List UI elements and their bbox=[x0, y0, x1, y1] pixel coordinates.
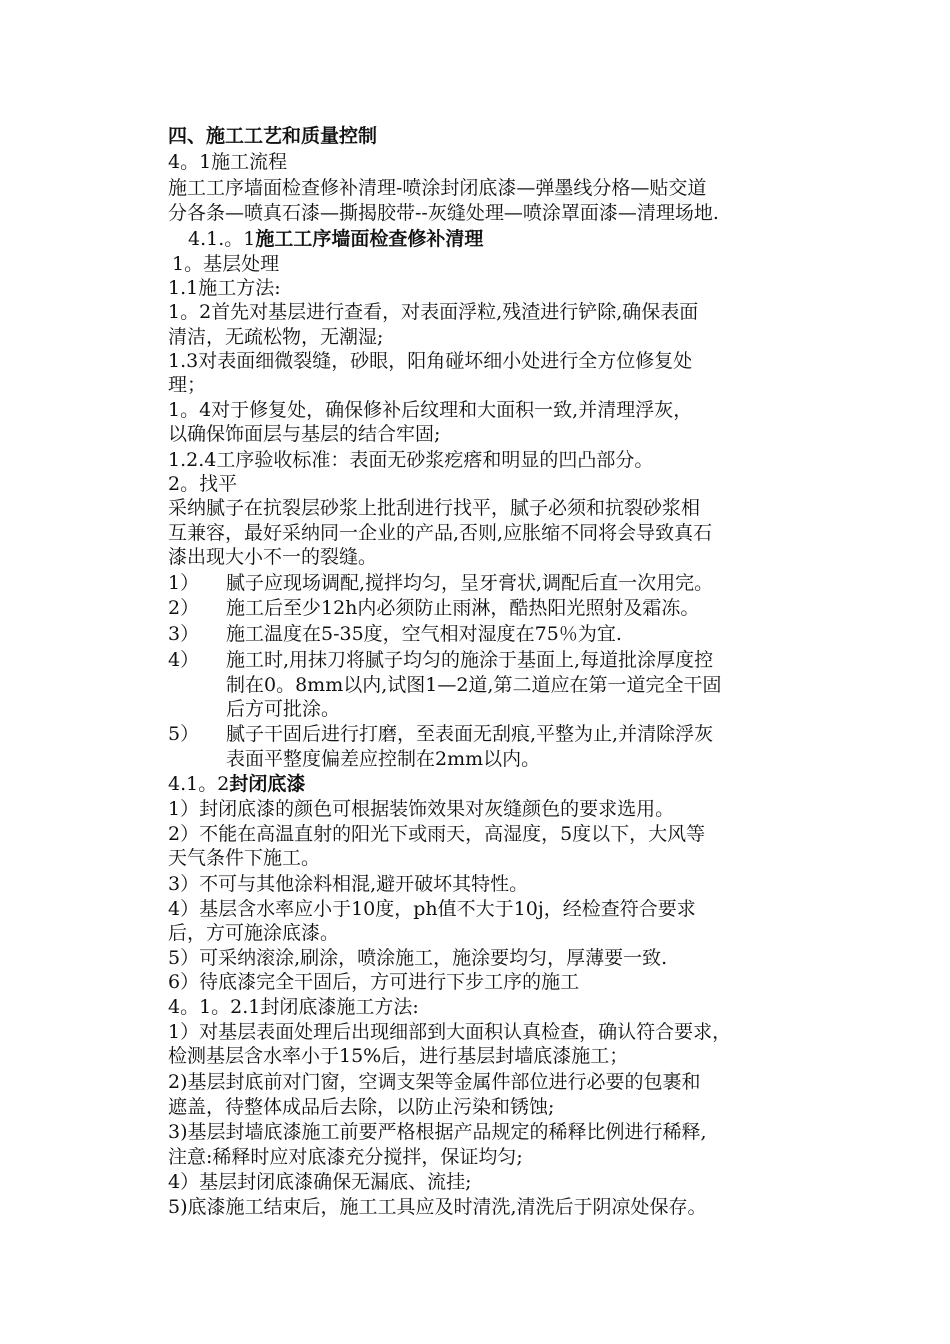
list-item: 后方可批涂。 bbox=[226, 698, 341, 720]
list-number: 4） bbox=[168, 649, 200, 671]
paragraph-line: 1.2.4工序验收标准：表面无砂浆疙瘩和明显的凹凸部分。 bbox=[168, 449, 654, 471]
paragraph-line: 2）不能在高温直射的阳光下或雨天，高湿度，5度以下，大风等 bbox=[168, 823, 706, 845]
paragraph-line: 以确保饰面层与基层的结合牢固; bbox=[168, 423, 441, 445]
paragraph-line: 1.3对表面细微裂缝，砂眼，阳角碰坏细小处进行全方位修复处 bbox=[168, 350, 693, 372]
list-item: 施工时,用抹刀将腻子均匀的施涂于基面上,每道批涂厚度控 bbox=[226, 649, 714, 671]
item-title: 2。找平 bbox=[168, 473, 238, 495]
paragraph-line: 互兼容，最好采纳同一企业的产品,否则,应胀缩不同将会导致真石 bbox=[168, 522, 713, 544]
paragraph-line: 采纳腻子在抗裂层砂浆上批刮进行找平，腻子必须和抗裂砂浆相 bbox=[168, 497, 701, 519]
subsection-number: 4.1。2 bbox=[168, 773, 230, 795]
paragraph-line: 1）封闭底漆的颜色可根据装饰效果对灰缝颜色的要求选用。 bbox=[168, 798, 675, 820]
subsection-heading bbox=[188, 227, 838, 251]
list-item: 施工温度在5-35度，空气相对湿度在75％为宜. bbox=[226, 623, 622, 645]
list-item: 腻子应现场调配,搅拌均匀，呈牙膏状,调配后直一次用完。 bbox=[226, 572, 714, 594]
list-number: 1） bbox=[168, 572, 200, 594]
paragraph-line: 5）可采纳滚涂,刷涂，喷涂施工，施涂要均匀，厚薄要一致. bbox=[168, 947, 668, 969]
list-number: 3） bbox=[168, 623, 200, 645]
list-item: 表面平整度偏差应控制在2mm以内。 bbox=[226, 748, 541, 770]
list-number: 5） bbox=[168, 723, 200, 745]
paragraph-line: 理； bbox=[168, 374, 207, 396]
subsection-heading bbox=[168, 772, 818, 796]
item-title: 1。基层处理 bbox=[172, 253, 280, 275]
paragraph-line: 分各条—喷真石漆—撕揭胶带--灰缝处理—喷涂罩面漆—清理场地. bbox=[168, 202, 719, 224]
paragraph-line: 漆出现大小不一的裂缝。 bbox=[168, 546, 378, 568]
paragraph-line: 检测基层含水率小于15%后，进行基层封墙底漆施工； bbox=[168, 1045, 629, 1067]
paragraph-line: 注意:稀释时应对底漆充分搅拌，保证均匀; bbox=[168, 1146, 523, 1168]
item-title: 1.1施工方法: bbox=[168, 277, 281, 299]
paragraph-line: 1。2首先对基层进行查看，对表面浮粒,残渣进行铲除,确保表面 bbox=[168, 301, 699, 323]
paragraph-line: 6）待底漆完全干固后，方可进行下步工序的施工 bbox=[168, 971, 580, 993]
list-item: 制在0。8mm以内,试图1—2道,第二道应在第一道完全干固 bbox=[226, 674, 722, 696]
paragraph-line: 3)基层封墙底漆施工前要严格根据产品规定的稀释比例进行稀释, bbox=[168, 1121, 707, 1143]
subsection-number: 4.1.。1 bbox=[188, 228, 256, 250]
paragraph-line: 2)基层封底前对门窗，空调支架等金属件部位进行必要的包裹和 bbox=[168, 1071, 701, 1093]
subsection-title: 4。1施工流程 bbox=[168, 151, 288, 173]
list-item: 施工后至少12h内必须防止雨淋，酷热阳光照射及霜冻。 bbox=[226, 597, 700, 619]
paragraph-line: 遮盖，待整体成品后去除，以防止污染和锈蚀; bbox=[168, 1096, 555, 1118]
subsection-title: 封闭底漆 bbox=[229, 773, 306, 795]
paragraph-line: 施工工序墙面检查修补清理-喷涂封闭底漆—弹墨线分格—贴交道 bbox=[168, 177, 707, 199]
paragraph-line: 4）基层封闭底漆确保无漏底、流挂; bbox=[168, 1171, 472, 1193]
subsection-title: 施工工序墙面检查修补清理 bbox=[255, 228, 484, 250]
paragraph-line: 1）对基层表面处理后出现细部到大面积认真检查，确认符合要求， bbox=[168, 1021, 732, 1043]
paragraph-line: 后，方可施涂底漆。 bbox=[168, 922, 340, 944]
list-item: 腻子干固后进行打磨，至表面无刮痕,平整为止,并清除浮灰 bbox=[226, 723, 714, 745]
paragraph-line: 清洁，无疏松物，无潮湿; bbox=[168, 326, 384, 348]
paragraph-line: 天气条件下施工。 bbox=[168, 847, 321, 869]
section-heading: 四、施工工艺和质量控制 bbox=[168, 125, 378, 147]
paragraph-line: 4）基层含水率应小于10度，ph值不大于10j，经检查符合要求 bbox=[168, 898, 696, 920]
paragraph-line: 5)底漆施工结束后，施工工具应及时清洗,清洗后于阴凉处保存。 bbox=[168, 1196, 707, 1218]
paragraph-line: 3）不可与其他涂料相混,避开破坏其特性。 bbox=[168, 873, 529, 895]
paragraph-line: 1。4对于修复处，确保修补后纹理和大面积一致,并清理浮灰， bbox=[168, 399, 693, 421]
subsection-title: 4。1。2.1封闭底漆施工方法: bbox=[168, 996, 419, 1018]
list-number: 2） bbox=[168, 597, 200, 619]
